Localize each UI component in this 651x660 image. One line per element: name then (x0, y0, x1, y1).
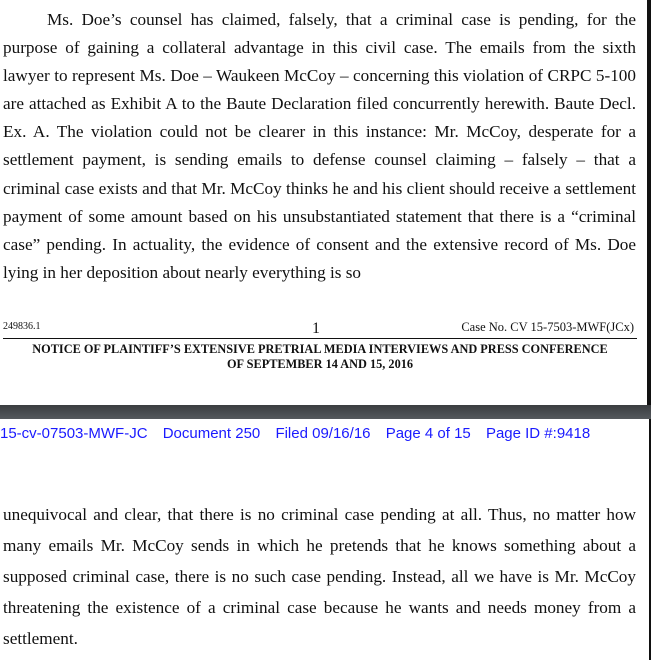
footer-rule (3, 338, 637, 339)
viewer-edge (647, 0, 651, 405)
header-case: 15-cv-07503-MWF-JC (0, 425, 148, 442)
body-paragraph: unequivocal and clear, that there is no criminal case pending at all. Thus, no matter how many emails Mr. McCoy sends in which he pretends that he knows something about a supposed criminal case, there is no such case pending. Instead, all we have is Mr. McCoy threatening the existence of a criminal case because he wants and needs money from a settlement. (3, 505, 636, 648)
header-filed: Filed 09/16/16 (275, 425, 371, 442)
document-title (3, 342, 637, 372)
footer-doc-id: 249836.1 (3, 321, 41, 332)
title-line-1: NOTICE OF PLAINTIFF’S EXTENSIVE PRETRIAL MEDIA INTERVIEWS AND PRESS CONFERENCE (32, 342, 608, 356)
page-separator (0, 405, 651, 419)
ecf-header (0, 425, 601, 442)
title-line-2: OF SEPTEMBER 14 AND 15, 2016 (226, 357, 414, 371)
header-page-id: Page ID #:9418 (485, 425, 591, 442)
header-document: Document 250 (162, 425, 261, 442)
footer-case-number: Case No. CV 15-7503-MWF(JCx) (461, 320, 634, 334)
footer-page-number: 1 (312, 320, 320, 337)
body-paragraph: Ms. Doe’s counsel has claimed, falsely, that a criminal case is pending, for the purpose of gaining a collateral advantage in this civil case. The emails from the sixth lawyer to represent Ms. Doe – Waukeen McCoy – concerning this violation of CRPC 5-100 are attached as Exhibit A to the Baute Declaration filed concurrently herewith. Baute Decl. Ex. A. The violation could not be clearer in this instance: Mr. McCoy, desperate for a settlement payment, is sending emails to defense counsel claiming – falsely – that a criminal case exists and that Mr. McCoy thinks he and his client should receive a settlement payment of some amount based on his unsubstantiated statement that there is a “criminal case” pending. In actuality, the evidence of consent and the extensive record of Ms. Doe lying in her deposition about nearly everything is so (3, 10, 636, 282)
header-page: Page 4 of 15 (385, 425, 471, 442)
